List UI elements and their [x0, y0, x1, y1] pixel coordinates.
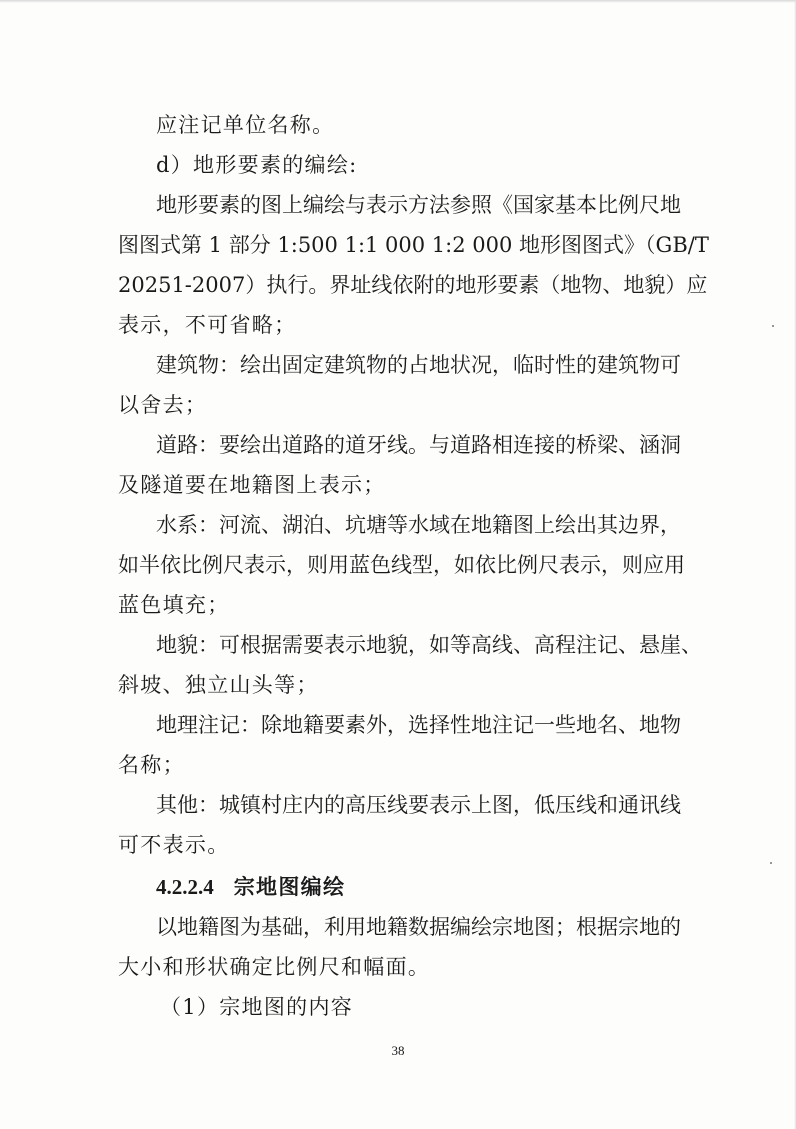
text-line-19: 可不表示。 [118, 833, 230, 857]
text-line-20: 以地籍图为基础，利用地籍数据编绘宗地图；根据宗地的 [156, 915, 681, 939]
text-line-5: 20251-2007）执行。界址线依附的地形要素（地物、地貌）应 [118, 273, 708, 297]
scan-edge-top [0, 0, 796, 3]
section-title: 宗地图编绘 [233, 874, 346, 899]
text-line-15: 斜坡、独立山头等； [118, 673, 319, 697]
text-line-8: 以舍去； [118, 393, 208, 417]
text-line-1: 应注记单位名称。 [156, 113, 335, 137]
text-line-14: 地貌：可根据需要表示地貌，如等高线、高程注记、悬崖、 [156, 633, 702, 657]
scan-speck [770, 862, 772, 864]
text-line-9: 道路：要绘出道路的道牙线。与道路相连接的桥梁、涵洞 [156, 433, 681, 457]
text-line-22: （1）宗地图的内容 [160, 995, 354, 1019]
section-number: 4.2.2.4 [156, 875, 214, 899]
text-line-17: 名称； [118, 753, 185, 777]
text-line-13: 蓝色填充； [118, 593, 230, 617]
text-line-7: 建筑物：绘出固定建筑物的占地状况，临时性的建筑物可 [156, 353, 681, 377]
text-line-2: d）地形要素的编绘: [156, 153, 358, 177]
text-line-18: 其他：城镇村庄内的高压线要表示上图，低压线和通讯线 [156, 793, 681, 817]
scan-speck [772, 325, 774, 327]
section-heading [156, 873, 345, 901]
text-line-4: 图图式第 1 部分 1:500 1:1 000 1:2 000 地形图图式》（GB/T [118, 233, 709, 257]
text-line-16: 地理注记：除地籍要素外，选择性地注记一些地名、地物 [156, 713, 681, 737]
text-line-3: 地形要素的图上编绘与表示方法参照《国家基本比例尺地 [156, 193, 681, 217]
text-line-6: 表示，不可省略； [118, 313, 297, 337]
text-line-12: 如半依比例尺表示，则用蓝色线型，如依比例尺表示，则应用 [118, 553, 685, 577]
page-number: 38 [391, 1043, 405, 1058]
text-line-10: 及隧道要在地籍图上表示； [118, 473, 386, 497]
text-line-21: 大小和形状确定比例尺和幅面。 [118, 955, 431, 979]
text-line-11: 水系：河流、湖泊、坑塘等水域在地籍图上绘出其边界， [156, 513, 681, 537]
